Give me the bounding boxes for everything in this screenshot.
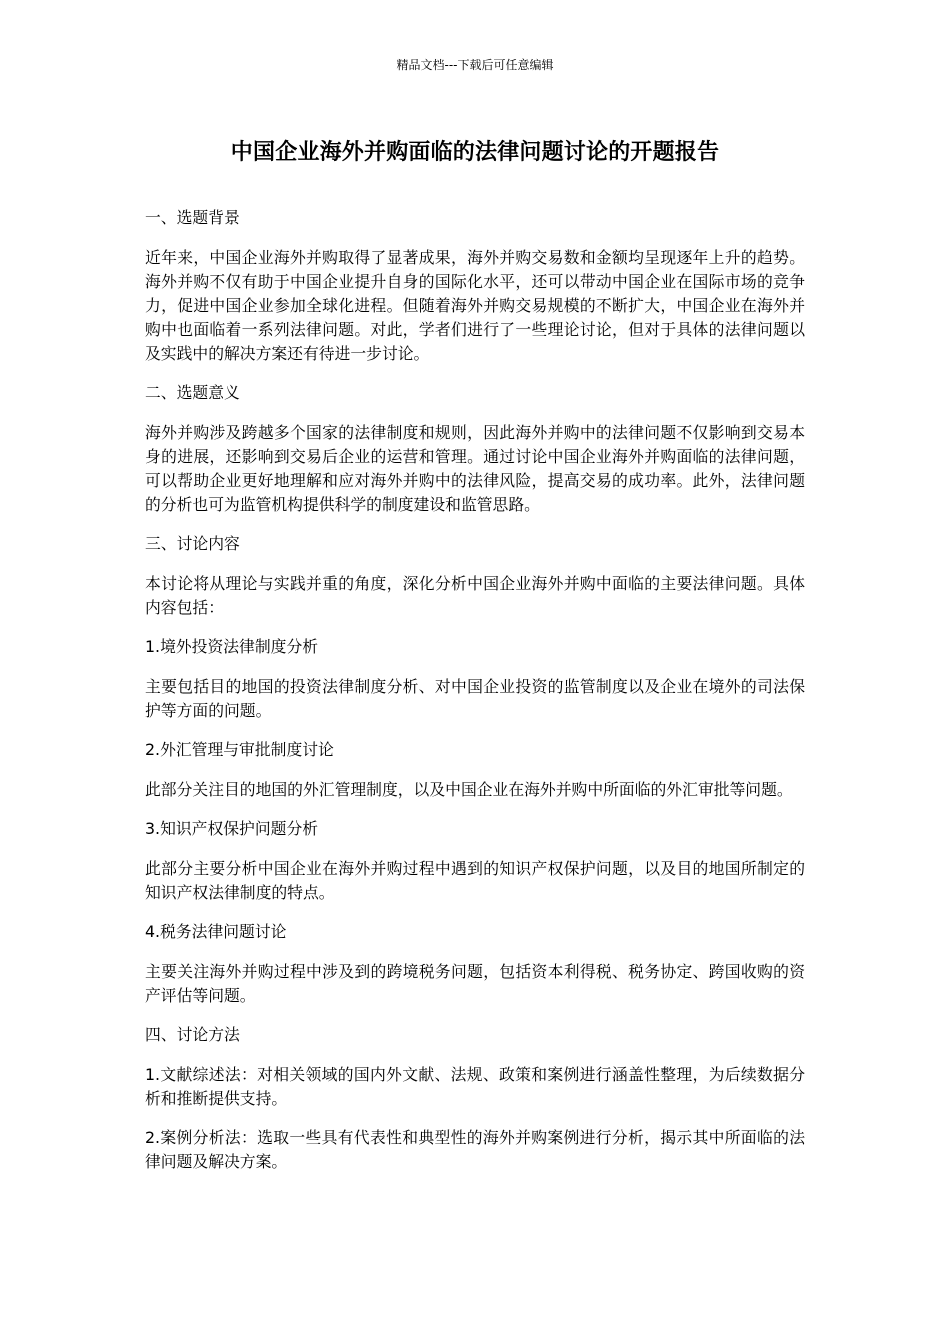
document-body bbox=[145, 206, 805, 1189]
subsection-body: 主要关注海外并购过程中涉及到的跨境税务问题，包括资本利得税、税务协定、跨国收购的资产评估等问题。 bbox=[145, 962, 805, 1005]
section-heading-significance: 二、选题意义 bbox=[145, 383, 240, 402]
subsection-title: 1.境外投资法律制度分析 bbox=[145, 637, 319, 656]
section-intro-content: 本讨论将从理论与实践并重的角度，深化分析中国企业海外并购中面临的主要法律问题。具体内容包括： bbox=[145, 574, 805, 617]
document-title: 中国企业海外并购面临的法律问题讨论的开题报告 bbox=[230, 140, 720, 165]
section-heading-methods: 四、讨论方法 bbox=[145, 1025, 240, 1044]
section-heading-background: 一、选题背景 bbox=[145, 208, 240, 227]
section-body-significance: 海外并购涉及跨越多个国家的法律制度和规则，因此海外并购中的法律问题不仅影响到交易本身的进展，还影响到交易后企业的运营和管理。通过讨论中国企业海外并购面临的法律问题，可以帮助企业更好地理解和应对海外并购中的法律风险，提高交易的成功率。此外，法律问题的分析也可为监管机构提供科学的制度建设和监管思路。 bbox=[145, 423, 805, 514]
subsection-title: 3.知识产权保护问题分析 bbox=[145, 819, 319, 838]
header-note: 精品文档---下载后可任意编辑 bbox=[396, 58, 554, 72]
subsection-body: 此部分关注目的地国的外汇管理制度，以及中国企业在海外并购中所面临的外汇审批等问题。 bbox=[145, 780, 793, 799]
subsection-title: 4.税务法律问题讨论 bbox=[145, 922, 287, 941]
section-heading-content: 三、讨论内容 bbox=[145, 534, 240, 553]
section-body-background: 近年来，中国企业海外并购取得了显著成果，海外并购交易数和金额均呈现逐年上升的趋势。海外并购不仅有助于中国企业提升自身的国际化水平，还可以带动中国企业在国际市场的竞争力，促进中国企业参加全球化进程。但随着海外并购交易规模的不断扩大，中国企业在海外并购中也面临着一系列法律问题。对此，学者们进行了一些理论讨论，但对于具体的法律问题以及实践中的解决方案还有待进一步讨论。 bbox=[145, 248, 805, 363]
method-item: 2.案例分析法：选取一些具有代表性和典型性的海外并购案例进行分析，揭示其中所面临的法律问题及解决方案。 bbox=[145, 1128, 805, 1171]
method-item: 1.文献综述法：对相关领域的国内外文献、法规、政策和案例进行涵盖性整理，为后续数据分析和推断提供支持。 bbox=[145, 1065, 805, 1108]
subsection-body: 此部分主要分析中国企业在海外并购过程中遇到的知识产权保护问题，以及目的地国所制定的知识产权法律制度的特点。 bbox=[145, 859, 805, 902]
subsection-body: 主要包括目的地国的投资法律制度分析、对中国企业投资的监管制度以及企业在境外的司法保护等方面的问题。 bbox=[145, 677, 805, 720]
subsection-title: 2.外汇管理与审批制度讨论 bbox=[145, 740, 334, 759]
